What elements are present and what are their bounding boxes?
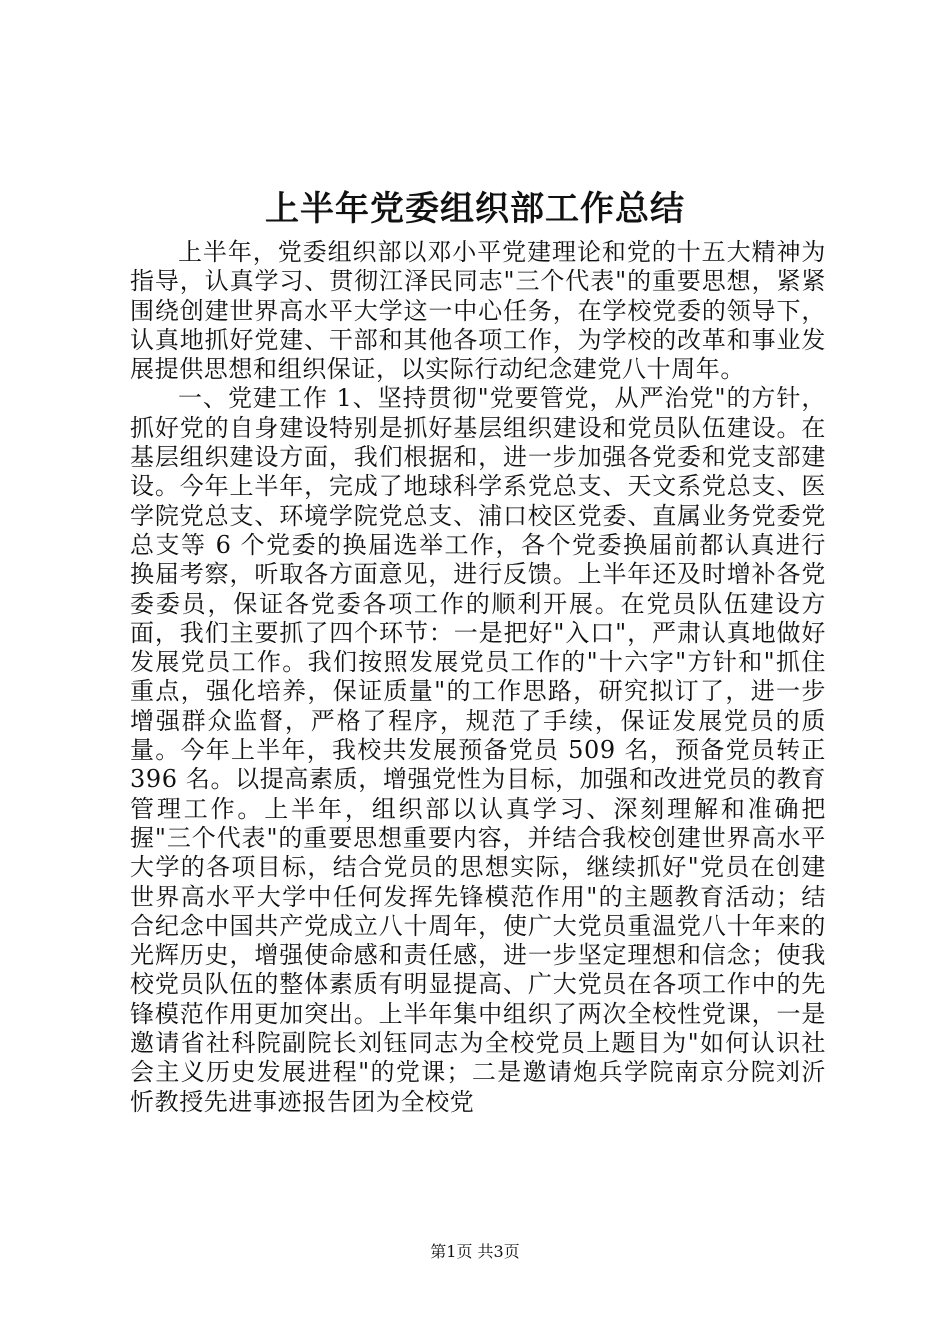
document-title: 上半年党委组织部工作总结 [265, 189, 685, 229]
paragraph-party-building: 一、党建工作 1、坚持贯彻"党要管党，从严治党"的方针，抓好党的自身建设特别是抓好基层组织建设和党员队伍建设。在基层组织建设方面，我们根据和，进一步加强各党委和党支部建设。今年上半年，完成了地球科学系党总支、天文系党总支、医学院党总支、环境学院党总支、浦口校区党委、直属业务党委党总支等 6 个党委的换届选举工作，各个党委换届前都认真进行换届考察，听取各方面意见，进行反馈。上半年还及时增补各党委委员，保证各党委各项工作的顺利开展。在党员队伍建设方面，我们主要抓了四个环节：一是把好"入口"，严肃认真地做好发展党员工作。我们按照发展党员工作的"十六字"方针和"抓住重点，强化培养，保证质量"的工作思路，研究拟订了，进一步增强群众监督，严格了程序，规范了手续，保证发展党员的质量。今年上半年，我校共发展预备党员 509 名，预备党员转正 396 名。以提高素质，增强党性为目标，加强和改进党员的教育管理工作。上半年，组织部以认真学习、深刻理解和准确把握"三个代表"的重要思想重要内容，并结合我校创建世界高水平大学的各项目标，结合党员的思想实际，继续抓好"党员在创建世界高水平大学中任何发挥先锋模范作用"的主题教育活动；结合纪念中国共产党成立八十周年，使广大党员重温党八十年来的光辉历史，增强使命感和责任感，进一步坚定理想和信念；使我校党员队伍的整体素质有明显提高、广大党员在各项工作中的先锋模范作用更加突出。上半年集中组织了两次全校性党课，一是邀请省社科院副院长刘钰同志为全校党员上题目为"如何认识社会主义历史发展进程"的党课；二是邀请炮兵学院南京分院刘沂忻教授先进事迹报告团为全校党 [130, 384, 826, 1116]
document-body [130, 238, 826, 1117]
paragraph-intro: 上半年，党委组织部以邓小平党建理论和党的十五大精神为指导，认真学习、贯彻江泽民同志"三个代表"的重要思想，紧紧围绕创建世界高水平大学这一中心任务，在学校党委的领导下，认真地抓好党建、干部和其他各项工作，为学校的改革和事业发展提供思想和组织保证，以实际行动纪念建党八十周年。 [130, 238, 826, 384]
page-number-footer: 第1页 共3页 [430, 1242, 520, 1261]
